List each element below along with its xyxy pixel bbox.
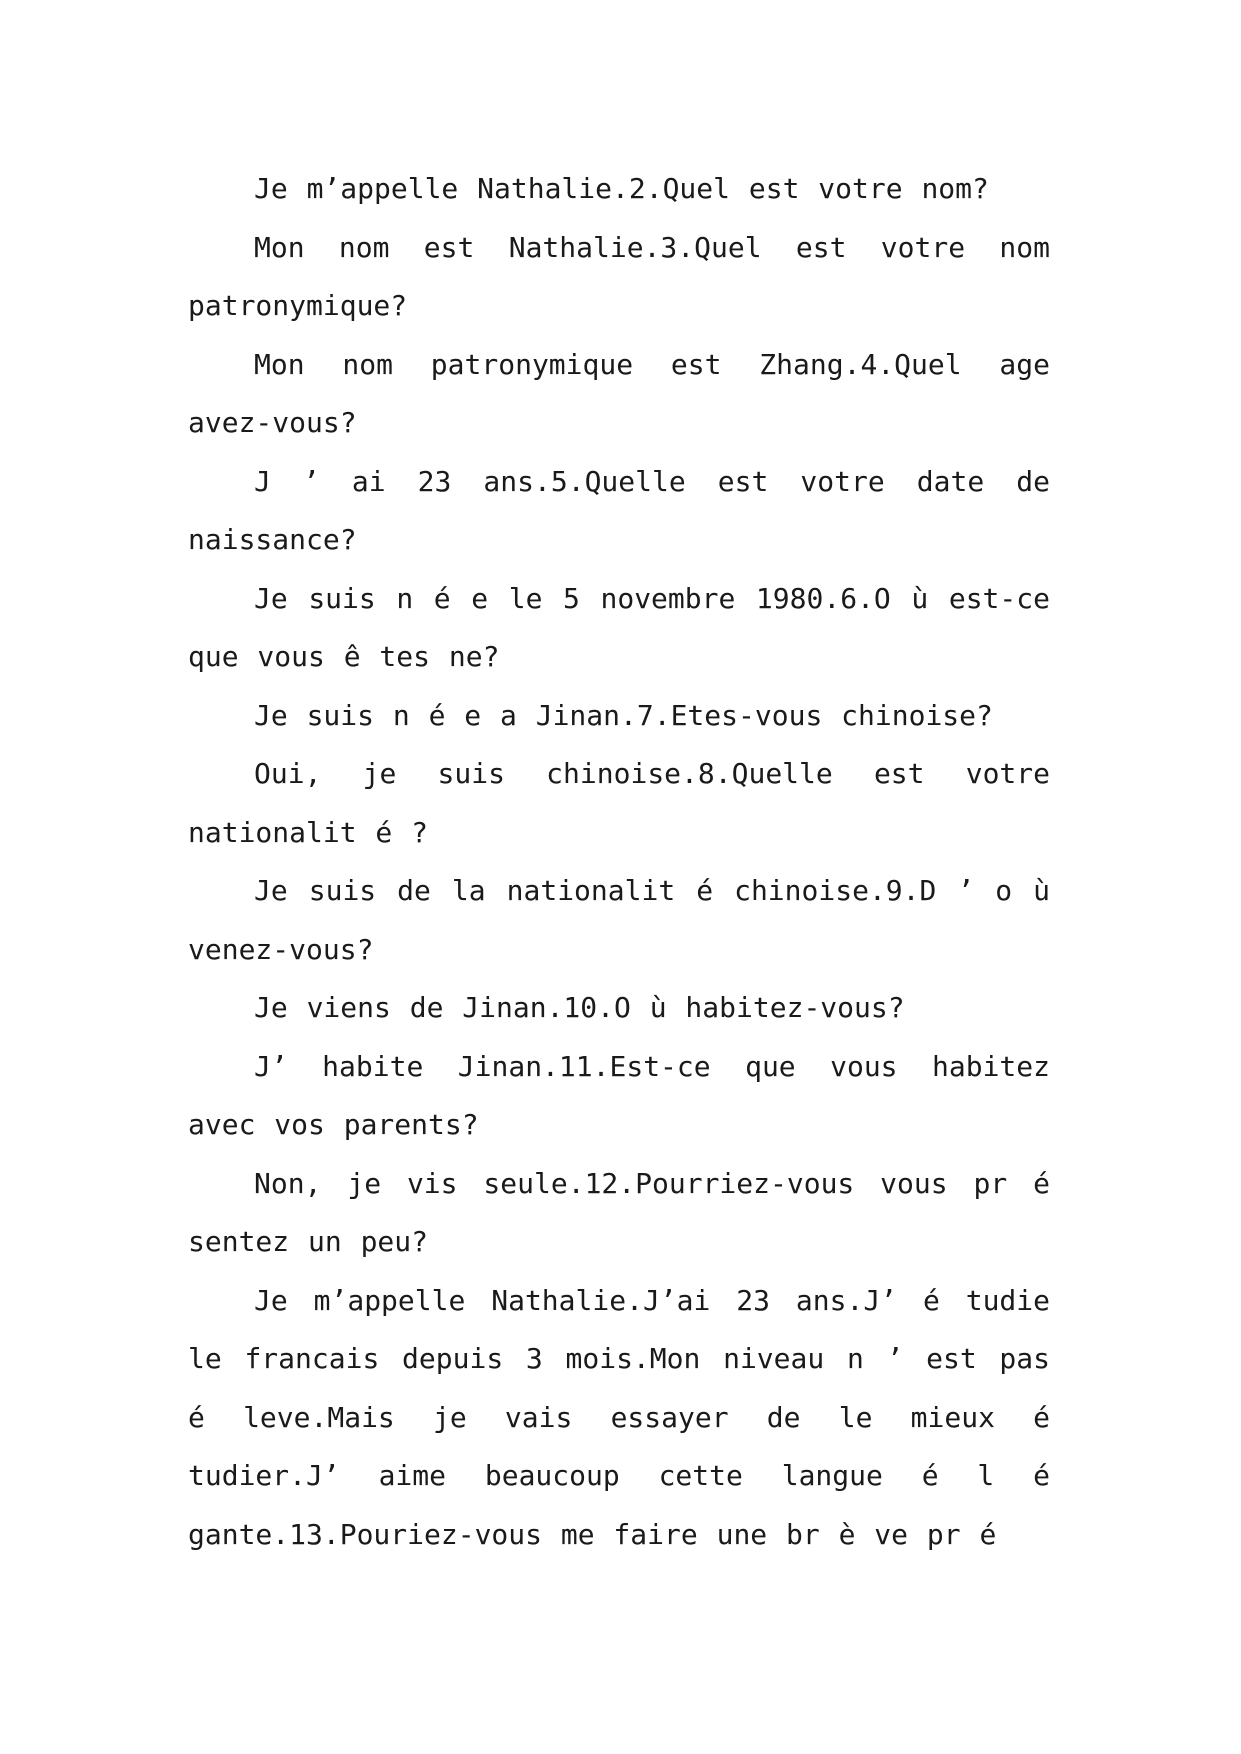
body-text	[188, 160, 1050, 1564]
paragraph: Non, je vis seule.12.Pourriez-vous vous pr é sentez un peu?	[188, 1166, 1050, 1258]
paragraph: Je suis de la nationalit é chinoise.9.D ’ o ù venez-vous?	[188, 874, 1050, 966]
paragraph: Je viens de Jinan.10.O ù habitez-vous?	[254, 991, 905, 1024]
paragraph: Je suis n é e le 5 novembre 1980.6.O ù est-ce que vous ê tes ne?	[188, 581, 1050, 673]
paragraph: Mon nom est Nathalie.3.Quel est votre nom patronymique?	[188, 230, 1050, 322]
paragraph: J ’ ai 23 ans.5.Quelle est votre date de naissance?	[188, 464, 1050, 556]
paragraph: Mon nom patronymique est Zhang.4.Quel age avez-vous?	[188, 347, 1050, 439]
paragraph: Je m’appelle Nathalie.2.Quel est votre nom?	[254, 172, 989, 205]
paragraph: Oui, je suis chinoise.8.Quelle est votre nationalit é ?	[188, 757, 1050, 849]
paragraph: Je suis n é e a Jinan.7.Etes-vous chinoise?	[254, 698, 993, 732]
paragraph: Je m’appelle Nathalie.J’ai 23 ans.J’ é tudie le francais depuis 3 mois.Mon niveau n ’ est pas é leve.Mais je vais essayer de le mieux é tudier.J’ aime beaucoup cette langue é l é gante.13.Pouriez-vous me faire une br è ve pr é	[188, 1283, 1050, 1551]
paragraph: J’ habite Jinan.11.Est-ce que vous habitez avec vos parents?	[188, 1049, 1050, 1141]
